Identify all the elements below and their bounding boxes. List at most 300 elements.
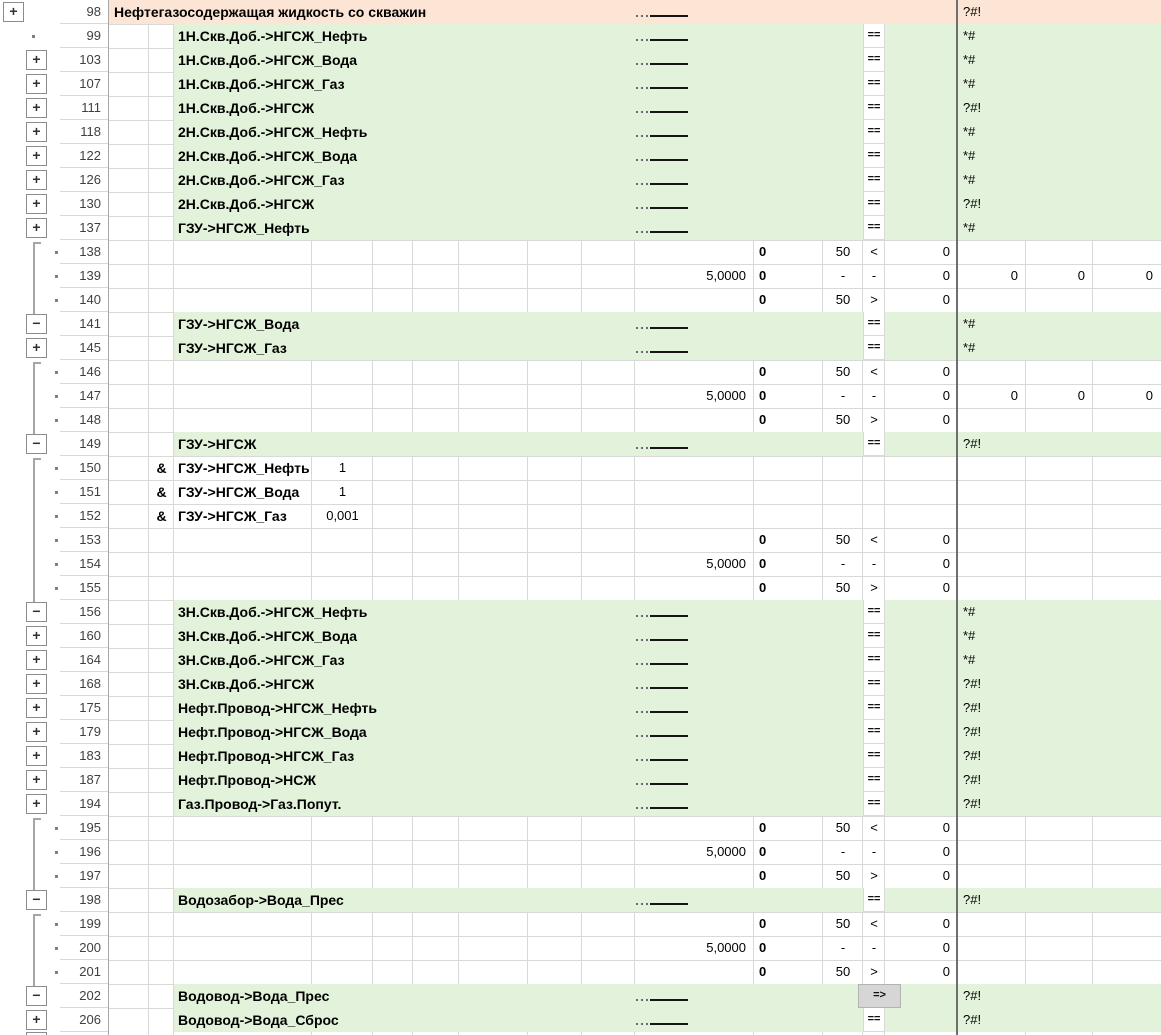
calc-cell-m: 50 bbox=[835, 364, 851, 379]
table-row bbox=[0, 264, 1161, 288]
outline-detail-dot bbox=[55, 563, 58, 566]
status-code: ?#! bbox=[963, 1012, 982, 1027]
row-number[interactable]: 141 bbox=[60, 312, 108, 336]
status-code: ?#! bbox=[963, 436, 982, 451]
calc-cell-l: 0 bbox=[759, 412, 767, 427]
table-row bbox=[0, 312, 1161, 336]
connector-line-shape bbox=[636, 662, 688, 666]
calc-cell-o: 0 bbox=[942, 964, 950, 979]
expand-group-button[interactable]: + bbox=[26, 338, 47, 358]
connector-line-shape bbox=[636, 758, 688, 762]
calc-cell-n: > bbox=[870, 580, 878, 595]
calc-cell-n: - bbox=[871, 388, 877, 403]
table-row bbox=[0, 72, 1161, 96]
status-code: *# bbox=[963, 28, 976, 43]
relation-cell: == bbox=[863, 192, 885, 216]
connector-line-shape bbox=[636, 614, 688, 618]
connector-line-shape bbox=[636, 86, 688, 90]
table-row bbox=[0, 456, 1161, 480]
calc-cell-m: - bbox=[840, 556, 846, 571]
flow-label: 2Н.Скв.Доб.->НГСЖ_Газ bbox=[178, 172, 345, 188]
calc-cell-n: - bbox=[871, 940, 877, 955]
collapse-group-button[interactable]: − bbox=[26, 890, 47, 910]
expand-group-button[interactable]: + bbox=[26, 146, 47, 166]
status-code: ?#! bbox=[963, 988, 982, 1003]
table-row bbox=[0, 648, 1161, 672]
calc-cell-n: > bbox=[870, 868, 878, 883]
outline-detail-dot bbox=[55, 947, 58, 950]
calc-cell-l: 0 bbox=[759, 964, 767, 979]
connector-line-shape bbox=[636, 734, 688, 738]
table-row bbox=[0, 576, 1161, 600]
table-row bbox=[0, 384, 1161, 408]
table-row bbox=[0, 480, 1161, 504]
collapse-group-button[interactable]: − bbox=[26, 602, 47, 622]
expand-group-button[interactable]: + bbox=[26, 674, 47, 694]
outline-bracket-corner bbox=[33, 818, 41, 820]
table-row bbox=[0, 624, 1161, 648]
flow-label: 1Н.Скв.Доб.->НГСЖ_Газ bbox=[178, 76, 345, 92]
row-number[interactable]: 130 bbox=[60, 192, 108, 216]
connector-line-shape bbox=[636, 350, 688, 354]
row-number[interactable]: 145 bbox=[60, 336, 108, 360]
flow-label: ГЗУ->НГСЖ_Вода bbox=[178, 316, 300, 332]
row-number[interactable]: 198 bbox=[60, 888, 108, 912]
table-row bbox=[0, 48, 1161, 72]
calc-cell-l: 0 bbox=[759, 292, 767, 307]
expand-group-button[interactable]: + bbox=[26, 50, 47, 70]
status-code: *# bbox=[963, 76, 976, 91]
calc-cell-l: 0 bbox=[759, 916, 767, 931]
outline-bracket-line bbox=[33, 242, 35, 314]
outline-detail-dot bbox=[55, 587, 58, 590]
connector-line-shape bbox=[636, 14, 688, 18]
expand-group-button[interactable]: + bbox=[26, 698, 47, 718]
status-code: ?#! bbox=[963, 892, 982, 907]
row-number[interactable]: 199 bbox=[60, 912, 108, 936]
calc-cell-m: 50 bbox=[835, 964, 851, 979]
table-row bbox=[0, 216, 1161, 240]
connector-line-shape bbox=[636, 230, 688, 234]
expand-group-button[interactable]: + bbox=[26, 794, 47, 814]
table-row bbox=[0, 600, 1161, 624]
calc-cell-m: 50 bbox=[835, 868, 851, 883]
row-number[interactable]: 107 bbox=[60, 72, 108, 96]
calc-cell-n: < bbox=[870, 820, 878, 835]
status-code: ?#! bbox=[963, 100, 982, 115]
flow-label: 3Н.Скв.Доб.->НГСЖ_Газ bbox=[178, 652, 345, 668]
outline-bracket-corner bbox=[33, 914, 41, 916]
table-row bbox=[0, 552, 1161, 576]
status-code: ?#! bbox=[963, 700, 982, 715]
relation-cell: == bbox=[863, 672, 885, 696]
relation-cell: == bbox=[863, 744, 885, 768]
status-code: ?#! bbox=[963, 676, 982, 691]
row-number[interactable]: 201 bbox=[60, 960, 108, 984]
row-number[interactable]: 154 bbox=[60, 552, 108, 576]
table-row bbox=[0, 192, 1161, 216]
status-code: *# bbox=[963, 220, 976, 235]
outline-detail-dot bbox=[55, 923, 58, 926]
row-number[interactable]: 126 bbox=[60, 168, 108, 192]
row-number[interactable]: 194 bbox=[60, 792, 108, 816]
row-number[interactable]: 98 bbox=[60, 0, 108, 24]
expand-group-button[interactable]: + bbox=[26, 122, 47, 142]
calc-cell-o: 0 bbox=[942, 364, 950, 379]
calc-cell-n: < bbox=[870, 244, 878, 259]
relation-cell: == bbox=[863, 648, 885, 672]
calc-cell-m: - bbox=[840, 844, 846, 859]
calc-cell-p: 0 bbox=[1010, 388, 1018, 403]
table-row bbox=[0, 792, 1161, 816]
calc-cell-l: 0 bbox=[759, 940, 767, 955]
status-code: ?#! bbox=[963, 772, 982, 787]
calc-cell-o: 0 bbox=[942, 940, 950, 955]
connector-line-shape bbox=[636, 206, 688, 210]
component-label: ГЗУ->НГСЖ_Нефть bbox=[178, 460, 310, 476]
calc-cell-m: 50 bbox=[835, 916, 851, 931]
amp-mark: & bbox=[156, 508, 167, 524]
connector-line-shape bbox=[636, 158, 688, 162]
flow-label: Нефт.Провод->НГСЖ_Газ bbox=[178, 748, 355, 764]
collapse-group-button[interactable]: − bbox=[26, 314, 47, 334]
relation-cell: == bbox=[863, 168, 885, 192]
calc-cell-n: < bbox=[870, 916, 878, 931]
outline-bracket-line bbox=[33, 818, 35, 890]
outline-detail-dot bbox=[55, 491, 58, 494]
row-number[interactable]: 147 bbox=[60, 384, 108, 408]
expand-group-button[interactable]: + bbox=[26, 650, 47, 670]
expand-group-button[interactable]: + bbox=[26, 722, 47, 742]
flow-label: ГЗУ->НГСЖ_Газ bbox=[178, 340, 287, 356]
calc-cell-n: - bbox=[871, 556, 877, 571]
calc-cell-l: 0 bbox=[759, 844, 767, 859]
flow-label: 1Н.Скв.Доб.->НГСЖ_Вода bbox=[178, 52, 358, 68]
connector-line-shape bbox=[636, 710, 688, 714]
calc-cell-n: < bbox=[870, 364, 878, 379]
row-number[interactable]: 146 bbox=[60, 360, 108, 384]
row-number[interactable]: 156 bbox=[60, 600, 108, 624]
expand-group-button[interactable]: + bbox=[26, 746, 47, 766]
relation-cell: == bbox=[863, 96, 885, 120]
row-number[interactable]: 200 bbox=[60, 936, 108, 960]
calc-cell-o: 0 bbox=[942, 820, 950, 835]
calc-cell-q: 0 bbox=[1077, 388, 1085, 403]
component-value: 1 bbox=[338, 460, 347, 475]
row-number[interactable]: 122 bbox=[60, 144, 108, 168]
outline-detail-dot bbox=[55, 515, 58, 518]
row-number[interactable]: 111 bbox=[60, 96, 108, 120]
relation-cell-selected: => bbox=[858, 984, 901, 1008]
row-number[interactable]: 202 bbox=[60, 984, 108, 1008]
status-code: *# bbox=[963, 340, 976, 355]
flow-label: 2Н.Скв.Доб.->НГСЖ_Вода bbox=[178, 148, 358, 164]
outline-detail-dot bbox=[32, 35, 35, 38]
connector-line-shape bbox=[636, 326, 688, 330]
table-row bbox=[0, 0, 1161, 24]
calc-cell-r: 0 bbox=[1145, 268, 1153, 283]
flow-label: Нефт.Провод->НГСЖ_Вода bbox=[178, 724, 367, 740]
status-code: *# bbox=[963, 628, 976, 643]
calc-cell-o: 0 bbox=[942, 844, 950, 859]
status-code: *# bbox=[963, 172, 976, 187]
calc-cell-o: 0 bbox=[942, 292, 950, 307]
flow-label: ГЗУ->НГСЖ_Нефть bbox=[178, 220, 310, 236]
relation-cell: == bbox=[863, 624, 885, 648]
calc-cell-j: 5,0000 bbox=[706, 388, 746, 403]
table-row bbox=[0, 144, 1161, 168]
flow-label: Водозабор->Вода_Прес bbox=[178, 892, 344, 908]
connector-line-shape bbox=[636, 38, 688, 42]
calc-cell-m: 50 bbox=[835, 532, 851, 547]
calc-cell-o: 0 bbox=[942, 388, 950, 403]
status-code: *# bbox=[963, 316, 976, 331]
table-row bbox=[0, 1008, 1161, 1032]
flow-label: 2Н.Скв.Доб.->НГСЖ_Нефть bbox=[178, 124, 368, 140]
table-row bbox=[0, 96, 1161, 120]
table-row bbox=[0, 288, 1161, 312]
expand-group-button[interactable]: + bbox=[26, 770, 47, 790]
row-number[interactable]: 206 bbox=[60, 1008, 108, 1032]
status-code: *# bbox=[963, 604, 976, 619]
outline-detail-dot bbox=[55, 467, 58, 470]
connector-line-shape bbox=[636, 902, 688, 906]
table-row bbox=[0, 960, 1161, 984]
section-title: Нефтегазосодержащая жидкость со скважин bbox=[114, 4, 427, 20]
expand-group-button[interactable]: + bbox=[26, 626, 47, 646]
outline-detail-dot bbox=[55, 395, 58, 398]
outline-detail-dot bbox=[55, 371, 58, 374]
calc-cell-m: - bbox=[840, 268, 846, 283]
calc-cell-l: 0 bbox=[759, 268, 767, 283]
row-number[interactable]: 164 bbox=[60, 648, 108, 672]
relation-cell: == bbox=[863, 768, 885, 792]
calc-cell-l: 0 bbox=[759, 820, 767, 835]
row-number[interactable]: 137 bbox=[60, 216, 108, 240]
calc-cell-l: 0 bbox=[759, 868, 767, 883]
row-number[interactable]: 187 bbox=[60, 768, 108, 792]
status-code: ?#! bbox=[963, 796, 982, 811]
thick-column-border bbox=[956, 0, 958, 1035]
table-row bbox=[0, 336, 1161, 360]
calc-cell-n: > bbox=[870, 964, 878, 979]
expand-group-button[interactable]: + bbox=[26, 98, 47, 118]
table-row bbox=[0, 360, 1161, 384]
row-number[interactable]: 179 bbox=[60, 720, 108, 744]
expand-group-button[interactable]: + bbox=[26, 218, 47, 238]
calc-cell-m: - bbox=[840, 388, 846, 403]
component-value: 1 bbox=[338, 484, 347, 499]
row-number[interactable]: 148 bbox=[60, 408, 108, 432]
calc-cell-o: 0 bbox=[942, 580, 950, 595]
collapse-group-button[interactable]: − bbox=[26, 434, 47, 454]
row-number[interactable]: 168 bbox=[60, 672, 108, 696]
relation-cell: == bbox=[863, 24, 885, 48]
expand-group-button[interactable]: + bbox=[26, 74, 47, 94]
table-row bbox=[0, 720, 1161, 744]
relation-cell: == bbox=[863, 720, 885, 744]
flow-label: Водовод->Вода_Прес bbox=[178, 988, 330, 1004]
relation-cell: == bbox=[863, 312, 885, 336]
calc-cell-j: 5,0000 bbox=[706, 268, 746, 283]
calc-cell-m: - bbox=[840, 940, 846, 955]
calc-cell-l: 0 bbox=[759, 388, 767, 403]
row-number[interactable]: 138 bbox=[60, 240, 108, 264]
flow-label: 1Н.Скв.Доб.->НГСЖ_Нефть bbox=[178, 28, 368, 44]
calc-cell-l: 0 bbox=[759, 244, 767, 259]
connector-line-shape bbox=[636, 446, 688, 450]
outline-detail-dot bbox=[55, 251, 58, 254]
flow-label: Газ.Провод->Газ.Попут. bbox=[178, 796, 342, 812]
row-header-border bbox=[108, 0, 109, 1035]
flow-label: 3Н.Скв.Доб.->НГСЖ_Вода bbox=[178, 628, 358, 644]
connector-line-shape bbox=[636, 134, 688, 138]
calc-cell-o: 0 bbox=[942, 268, 950, 283]
row-number[interactable]: 155 bbox=[60, 576, 108, 600]
relation-cell: == bbox=[863, 1008, 885, 1032]
calc-cell-j: 5,0000 bbox=[706, 940, 746, 955]
status-code: ?#! bbox=[963, 196, 982, 211]
calc-cell-o: 0 bbox=[942, 916, 950, 931]
flow-label: Водовод->Вода_Сброс bbox=[178, 1012, 339, 1028]
row-number[interactable]: 160 bbox=[60, 624, 108, 648]
row-number[interactable]: 195 bbox=[60, 816, 108, 840]
relation-cell: == bbox=[863, 144, 885, 168]
outline-bracket-line bbox=[33, 914, 35, 986]
expand-group-button[interactable]: + bbox=[3, 2, 24, 22]
table-row bbox=[0, 240, 1161, 264]
calc-cell-j: 5,0000 bbox=[706, 844, 746, 859]
expand-group-button[interactable]: + bbox=[26, 170, 47, 190]
relation-cell: == bbox=[863, 696, 885, 720]
expand-group-button[interactable]: + bbox=[26, 1010, 47, 1030]
outline-bracket-corner bbox=[33, 458, 41, 460]
expand-group-button[interactable]: + bbox=[26, 194, 47, 214]
flow-label: 2Н.Скв.Доб.->НГСЖ bbox=[178, 196, 315, 212]
calc-cell-n: - bbox=[871, 844, 877, 859]
calc-cell-n: > bbox=[870, 412, 878, 427]
row-number[interactable]: 150 bbox=[60, 456, 108, 480]
row-number[interactable]: 152 bbox=[60, 504, 108, 528]
table-row bbox=[0, 816, 1161, 840]
status-code: *# bbox=[963, 652, 976, 667]
table-row bbox=[0, 672, 1161, 696]
outline-bracket-line bbox=[33, 458, 35, 602]
connector-line-shape bbox=[636, 806, 688, 810]
calc-cell-l: 0 bbox=[759, 580, 767, 595]
row-number[interactable]: 103 bbox=[60, 48, 108, 72]
table-row bbox=[0, 768, 1161, 792]
row-number[interactable]: 140 bbox=[60, 288, 108, 312]
row-number[interactable]: 183 bbox=[60, 744, 108, 768]
calc-cell-m: 50 bbox=[835, 292, 851, 307]
calc-cell-j: 5,0000 bbox=[706, 556, 746, 571]
outline-bracket-corner bbox=[33, 362, 41, 364]
calc-cell-o: 0 bbox=[942, 532, 950, 547]
table-row bbox=[0, 936, 1161, 960]
row-number[interactable]: 118 bbox=[60, 120, 108, 144]
calc-cell-m: 50 bbox=[835, 820, 851, 835]
row-number[interactable]: 175 bbox=[60, 696, 108, 720]
row-number[interactable]: 151 bbox=[60, 480, 108, 504]
row-number[interactable]: 197 bbox=[60, 864, 108, 888]
table-row bbox=[0, 840, 1161, 864]
table-row bbox=[0, 432, 1161, 456]
outline-bracket-line bbox=[33, 362, 35, 434]
calc-cell-o: 0 bbox=[942, 412, 950, 427]
status-code: ?#! bbox=[963, 724, 982, 739]
flow-label: 3Н.Скв.Доб.->НГСЖ bbox=[178, 676, 315, 692]
connector-line-shape bbox=[636, 638, 688, 642]
calc-cell-m: 50 bbox=[835, 580, 851, 595]
outline-bracket-corner bbox=[33, 242, 41, 244]
row-number[interactable]: 99 bbox=[60, 24, 108, 48]
table-row bbox=[0, 888, 1161, 912]
collapse-group-button[interactable]: − bbox=[26, 986, 47, 1006]
calc-cell-n: < bbox=[870, 532, 878, 547]
connector-line-shape bbox=[636, 182, 688, 186]
relation-cell: == bbox=[863, 792, 885, 816]
row-number[interactable]: 196 bbox=[60, 840, 108, 864]
relation-cell: == bbox=[863, 432, 885, 456]
row-number[interactable]: 139 bbox=[60, 264, 108, 288]
outline-detail-dot bbox=[55, 971, 58, 974]
outline-detail-dot bbox=[55, 875, 58, 878]
calc-cell-o: 0 bbox=[942, 244, 950, 259]
status-code: *# bbox=[963, 124, 976, 139]
outline-detail-dot bbox=[55, 539, 58, 542]
table-row bbox=[0, 168, 1161, 192]
flow-label: 3Н.Скв.Доб.->НГСЖ_Нефть bbox=[178, 604, 368, 620]
table-row bbox=[0, 696, 1161, 720]
row-number[interactable]: 153 bbox=[60, 528, 108, 552]
table-row bbox=[0, 408, 1161, 432]
relation-cell: == bbox=[863, 216, 885, 240]
table-row bbox=[0, 24, 1161, 48]
component-value: 0,001 bbox=[326, 508, 359, 523]
calc-cell-r: 0 bbox=[1145, 388, 1153, 403]
status-code: *# bbox=[963, 148, 976, 163]
row-number[interactable]: 149 bbox=[60, 432, 108, 456]
calc-cell-o: 0 bbox=[942, 868, 950, 883]
table-row bbox=[0, 744, 1161, 768]
calc-cell-m: 50 bbox=[835, 412, 851, 427]
calc-cell-p: 0 bbox=[1010, 268, 1018, 283]
connector-line-shape bbox=[636, 62, 688, 66]
connector-line-shape bbox=[636, 110, 688, 114]
outline-detail-dot bbox=[55, 827, 58, 830]
calc-cell-o: 0 bbox=[942, 556, 950, 571]
table-row bbox=[0, 504, 1161, 528]
component-label: ГЗУ->НГСЖ_Газ bbox=[178, 508, 287, 524]
outline-detail-dot bbox=[55, 419, 58, 422]
connector-line-shape bbox=[636, 998, 688, 1002]
relation-cell: == bbox=[863, 72, 885, 96]
status-code: ?#! bbox=[963, 748, 982, 763]
outline-detail-dot bbox=[55, 275, 58, 278]
flow-label: 1Н.Скв.Доб.->НГСЖ bbox=[178, 100, 315, 116]
status-code: ?#! bbox=[963, 4, 982, 19]
calc-cell-m: 50 bbox=[835, 244, 851, 259]
relation-cell: == bbox=[863, 600, 885, 624]
relation-cell: == bbox=[863, 888, 885, 912]
relation-cell: == bbox=[863, 120, 885, 144]
outline-detail-dot bbox=[55, 851, 58, 854]
amp-mark: & bbox=[156, 460, 167, 476]
connector-line-shape bbox=[636, 782, 688, 786]
calc-cell-l: 0 bbox=[759, 556, 767, 571]
table-row bbox=[0, 864, 1161, 888]
